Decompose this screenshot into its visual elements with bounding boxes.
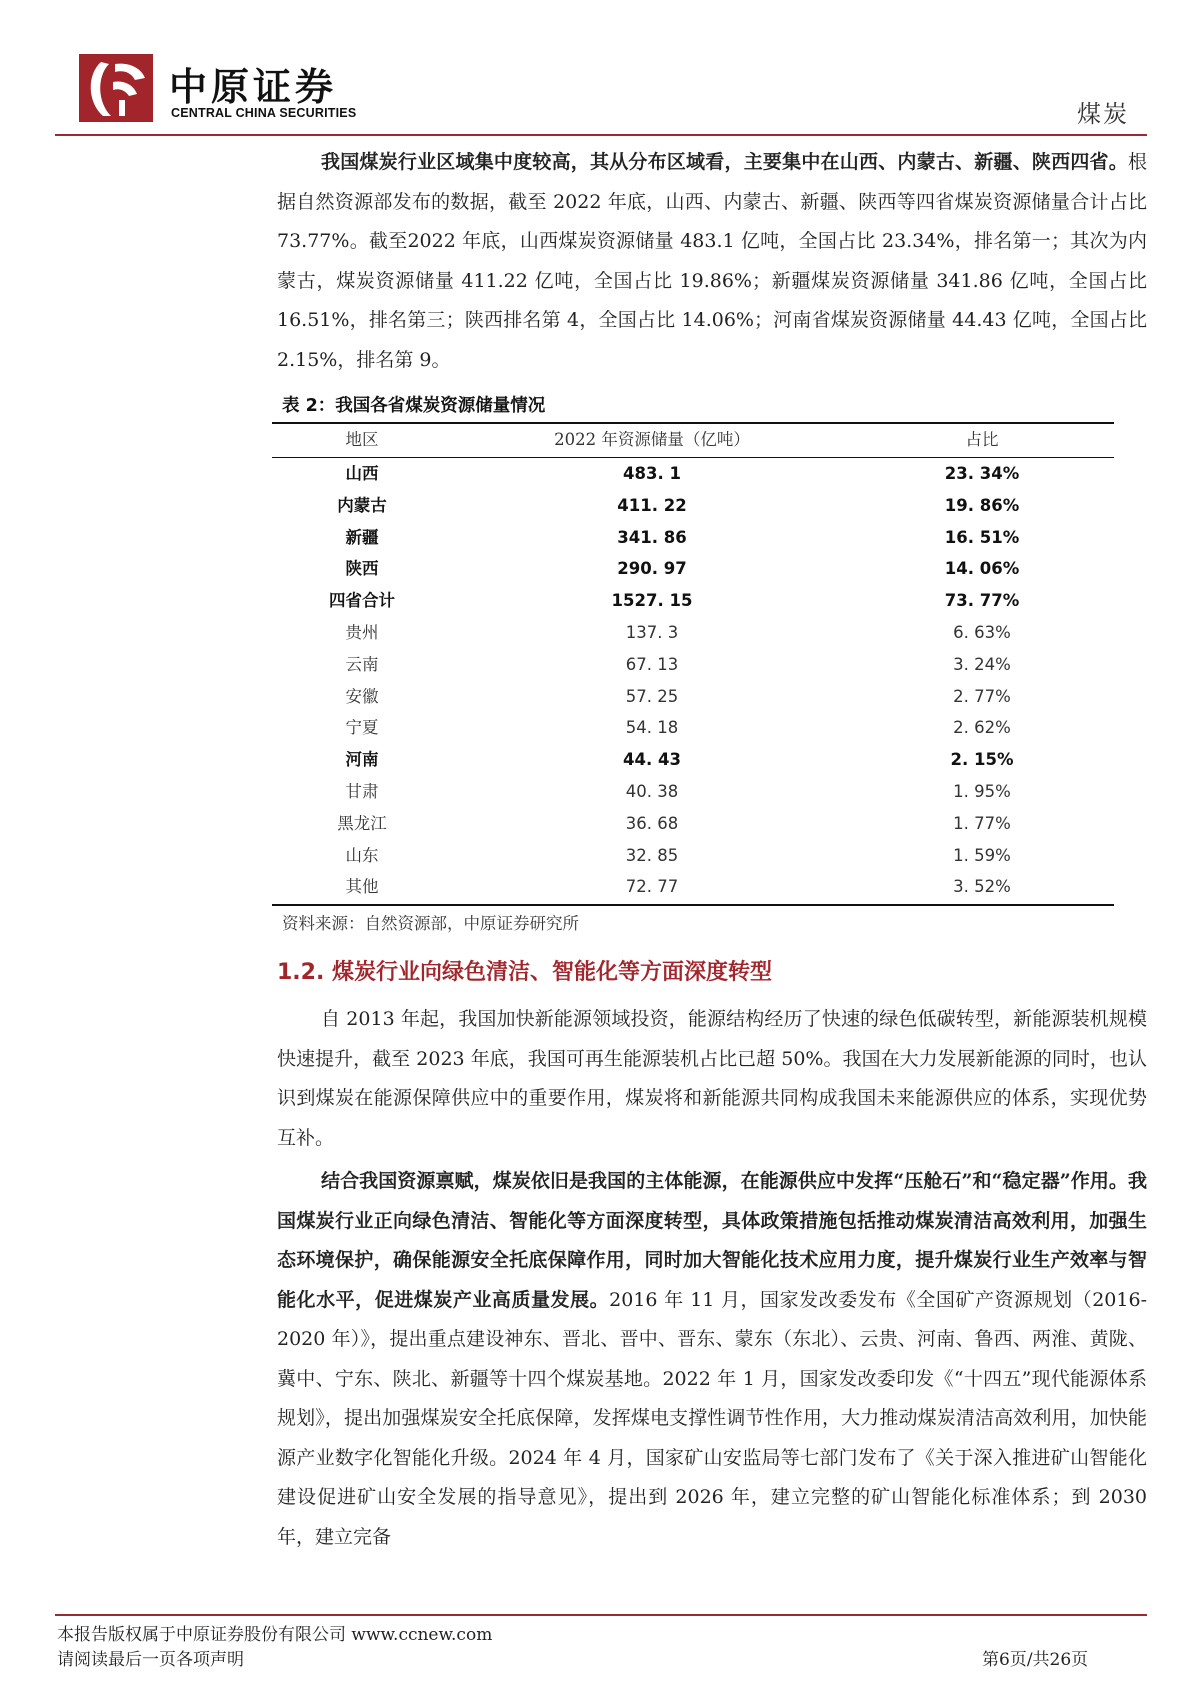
header-reserve: 2022 年资源储量（亿吨） xyxy=(554,430,750,449)
table-row xyxy=(272,585,1114,616)
cell-region: 其他 xyxy=(345,877,379,897)
policy-paragraph xyxy=(277,1162,1147,1557)
table-bottom-rule xyxy=(272,904,1114,906)
cell-region: 黑龙江 xyxy=(337,813,387,833)
cell-region: 内蒙古 xyxy=(337,495,387,515)
cell-share: 1. 95% xyxy=(953,782,1011,801)
cell-reserve: 72. 77 xyxy=(625,877,679,897)
renewables-paragraph-block xyxy=(277,1000,1147,1158)
footer-divider xyxy=(55,1614,1147,1616)
cell-reserve: 341. 86 xyxy=(617,527,687,547)
logo-english-name: CENTRAL CHINA SECURITIES xyxy=(171,106,357,120)
table-row xyxy=(272,712,1114,743)
table-source: 资料来源：自然资源部，中原证券研究所 xyxy=(282,914,579,933)
cell-region: 山东 xyxy=(345,845,379,865)
cell-region: 贵州 xyxy=(345,623,379,642)
cell-share: 3. 24% xyxy=(953,654,1011,674)
cell-share: 2. 15% xyxy=(950,750,1014,770)
table-row xyxy=(272,458,1114,489)
table-row xyxy=(272,490,1114,521)
logo-chinese-name: 中原证券 xyxy=(169,65,338,109)
cell-reserve: 67. 13 xyxy=(625,654,679,674)
table-title: 表 2：我国各省煤炭资源储量情况 xyxy=(282,396,546,416)
cell-reserve: 290. 97 xyxy=(617,559,687,579)
cell-reserve: 137. 3 xyxy=(625,623,679,642)
cell-share: 1. 59% xyxy=(953,845,1011,865)
header-share: 占比 xyxy=(965,430,999,449)
table-row xyxy=(272,617,1114,648)
table-row xyxy=(272,840,1114,871)
cell-reserve: 44. 43 xyxy=(623,750,681,770)
renewables-paragraph: 自 2013 年起，我国加快新能源领域投资，能源结构经历了快速的绿色低碳转型，新能源装机规模快速提升，截至 2023 年底，我国可再生能源装机占比已超 50%。我国在大力发展新能源的同时，也认识到煤炭在能源保障供应中的重要作用，煤炭将和新能源共同构成我国未来能源供应的体系，实现优势互补。 xyxy=(277,1008,1147,1149)
cell-reserve: 36. 68 xyxy=(625,813,679,833)
cell-region: 云南 xyxy=(345,654,379,674)
cell-region: 山西 xyxy=(345,464,379,483)
industry-label: 煤炭 xyxy=(1077,100,1129,128)
cell-share: 23. 34% xyxy=(944,464,1020,483)
cell-share: 6. 63% xyxy=(953,623,1011,642)
header-divider xyxy=(55,134,1147,136)
cell-share: 1. 77% xyxy=(953,813,1011,833)
cell-region: 四省合计 xyxy=(329,591,395,611)
cell-region: 陕西 xyxy=(345,559,379,579)
cell-reserve: 57. 25 xyxy=(625,686,679,706)
cell-share: 2. 77% xyxy=(953,686,1011,706)
cell-share: 73. 77% xyxy=(944,591,1020,611)
cell-reserve: 483. 1 xyxy=(623,464,681,483)
policy-bold-lead: 结合我国资源禀赋，煤炭依旧是我国的主体能源，在能源供应中发挥“压舱石”和“稳定器”作用。我国煤炭行业正向绿色清洁、智能化等方面深度转型，具体政策措施包括推动煤炭清洁高效利用，加强生态环境保护，确保能源安全托底保障作用，同时加大智能化技术应用力度，提升煤炭行业生产效率与智能化水平，促进煤炭产业高质量发展。 xyxy=(277,1170,1147,1311)
table-row xyxy=(272,649,1114,680)
intro-body-text: 根据自然资源部发布的数据，截至 2022 年底，山西、内蒙古、新疆、陕西等四省煤炭资源储量合计占比73.77%。截至2022 年底，山西煤炭资源储量 483.1 亿吨，全国占比 23.34%，排名第一；其次为内蒙古，煤炭资源储量 411.22 亿吨，全国占比 19.86%；新疆煤炭资源储量 341.86 亿吨，全国占比 16.51%，排名第三；陕西排名第 4，全国占比 14.06%；河南省煤炭资源储量 44.43 亿吨，全国占比 2.15%，排名第 9。 xyxy=(277,151,1147,371)
page-number: 第6页/共26页 xyxy=(982,1650,1089,1670)
section-heading: 1.2. 煤炭行业向绿色清洁、智能化等方面深度转型 xyxy=(277,960,772,985)
cell-region: 新疆 xyxy=(345,527,379,547)
company-logo-icon xyxy=(79,54,153,122)
table-row xyxy=(272,871,1114,902)
disclaimer-notice: 请阅读最后一页各项声明 xyxy=(57,1650,244,1670)
cell-share: 14. 06% xyxy=(944,559,1020,579)
cell-region: 安徽 xyxy=(345,686,379,706)
intro-bold-lead: 我国煤炭行业区域集中度较高，其从分布区域看，主要集中在山西、内蒙古、新疆、陕西四省。 xyxy=(321,151,1128,173)
cell-region: 甘肃 xyxy=(345,782,379,801)
header-region: 地区 xyxy=(345,430,379,449)
page-header xyxy=(55,48,1147,134)
cell-region: 宁夏 xyxy=(345,718,379,738)
table-row xyxy=(272,808,1114,839)
policy-body-text: 2016 年 11 月，国家发改委发布《全国矿产资源规划（2016-2020 年）》，提出重点建设神东、晋北、晋中、晋东、蒙东（东北）、云贵、河南、鲁西、两淮、黄陇、冀中、宁东、陕北、新疆等十四个煤炭基地。2022 年 1 月，国家发改委印发《“十四五”现代能源体系规划》，提出加强煤炭安全托底保障，发挥煤电支撑性调节性作用，大力推动煤炭清洁高效利用，加快能源产业数字化智能化升级。2024 年 4 月，国家矿山安监局等七部门发布了《关于深入推进矿山智能化建设促进矿山安全发展的指导意见》，提出到 2026 年，建立完整的矿山智能化标准体系；到 2030 年，建立完备 xyxy=(277,1288,1147,1548)
table-row xyxy=(272,522,1114,553)
cell-share: 3. 52% xyxy=(953,877,1011,897)
cell-reserve: 1527. 15 xyxy=(611,591,693,611)
cell-share: 16. 51% xyxy=(944,527,1020,547)
table-row xyxy=(272,744,1114,775)
copyright-notice: 本报告版权属于中原证券股份有限公司 www.ccnew.com xyxy=(57,1625,493,1645)
intro-paragraph xyxy=(277,143,1147,380)
table-row xyxy=(272,776,1114,807)
cell-reserve: 411. 22 xyxy=(617,495,687,515)
cell-reserve: 54. 18 xyxy=(625,718,679,738)
cell-region: 河南 xyxy=(345,750,379,770)
cell-reserve: 40. 38 xyxy=(625,782,679,801)
intro-paragraph-block xyxy=(277,143,1147,380)
cell-reserve: 32. 85 xyxy=(625,845,679,865)
table-row xyxy=(272,681,1114,712)
cell-share: 19. 86% xyxy=(944,495,1020,515)
table-header-row xyxy=(272,424,1114,455)
cell-share: 2. 62% xyxy=(953,718,1011,738)
table-row xyxy=(272,553,1114,584)
policy-paragraph-block xyxy=(277,1162,1147,1557)
